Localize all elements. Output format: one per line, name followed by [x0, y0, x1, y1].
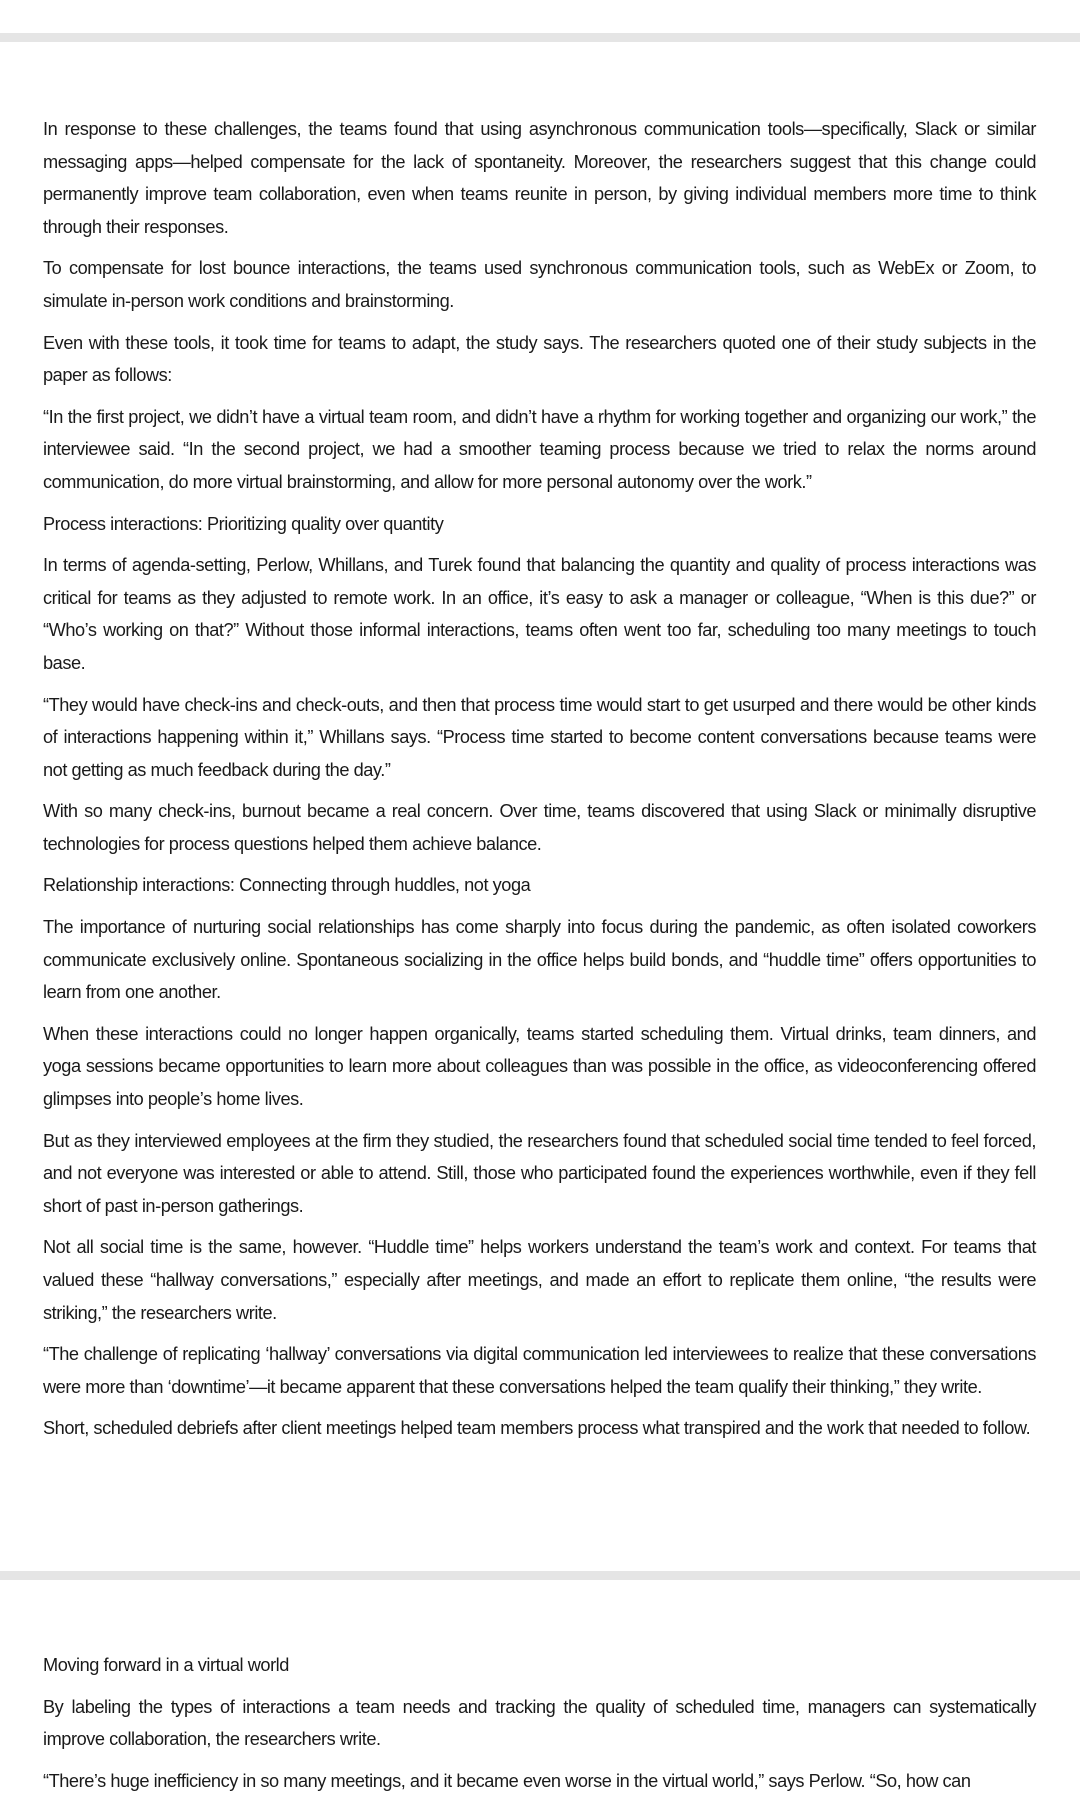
article-quote: “There’s huge inefficiency in so many meetings, and it became even worse in the virtual world,” says Perlow. “So, how can	[43, 1770, 971, 1791]
section-divider-middle	[0, 1571, 1080, 1580]
article-section-1	[43, 113, 1036, 1454]
article-paragraph: With so many check-ins, burnout became a real concern. Over time, teams discovered that using Slack or minimally disruptive technologies for process questions helped them achieve balance.	[43, 801, 1036, 854]
section-heading-moving-forward: Moving forward in a virtual world	[43, 1655, 289, 1675]
article-quote: “The challenge of replicating ‘hallway’ conversations via digital communication led interviewees to realize that these conversations were more than ‘downtime’—it became apparent that these conversations helped the team qualify their thinking,” they write.	[43, 1344, 1036, 1397]
article-paragraph: The importance of nurturing social relationships has come sharply into focus during the pandemic, as often isolated coworkers communicate exclusively online. Spontaneous socializing in the office helps build bonds, and “huddle time” offers opportunities to learn from one another.	[43, 917, 1036, 1003]
section-heading-relationship: Relationship interactions: Connecting through huddles, not yoga	[43, 875, 531, 896]
article-paragraph: In response to these challenges, the teams found that using asynchronous communication tools—specifically, Slack or similar messaging apps—helped compensate for the lack of spontaneity. Moreover, the researchers suggest that this change could permanently improve team collaboration, even when teams reunite in person, by giving individual members more time to think through their responses.	[43, 119, 1036, 237]
article-paragraph: In terms of agenda-setting, Perlow, Whillans, and Turek found that balancing the quantity and quality of process interactions was critical for teams as they adjusted to remote work. In an office, it’s easy to ask a manager or colleague, “When is this due?” or “Who’s working on that?” Without those informal interactions, teams often went too far, scheduling too many meetings to touch base.	[43, 555, 1036, 673]
article-paragraph: When these interactions could no longer happen organically, teams started scheduling them. Virtual drinks, team dinners, and yoga sessions became opportunities to learn more about colleagues than was possible in the office, as videoconferencing offered glimpses into people’s home lives.	[43, 1023, 1036, 1110]
section-divider-top	[0, 33, 1080, 42]
article-section-2	[43, 1649, 1036, 1806]
article-paragraph: By labeling the types of interactions a team needs and tracking the quality of scheduled time, managers can systematically improve collaboration, the researchers write.	[43, 1696, 1036, 1750]
section-heading-process: Process interactions: Prioritizing quality over quantity	[43, 513, 444, 534]
article-paragraph: Even with these tools, it took time for teams to adapt, the study says. The researchers quoted one of their study subjects in the paper as follows:	[43, 332, 1036, 386]
article-paragraph: Not all social time is the same, however. “Huddle time” helps workers understand the team’s work and context. For teams that valued these “hallway conversations,” especially after meetings, and made an effort to replicate them online, “the results were striking,” the researchers write.	[43, 1237, 1036, 1323]
article-paragraph: Short, scheduled debriefs after client meetings helped team members process what transpired and the work that needed to follow.	[43, 1418, 1031, 1439]
article-paragraph: To compensate for lost bounce interactions, the teams used synchronous communication tools, such as WebEx or Zoom, to simulate in-person work conditions and brainstorming.	[43, 258, 1036, 311]
article-paragraph: But as they interviewed employees at the firm they studied, the researchers found that scheduled social time tended to feel forced, and not everyone was interested or able to attend. Still, those who participated found the experiences worthwhile, even if they fell short of past in-person gatherings.	[43, 1130, 1036, 1216]
article-quote: “They would have check-ins and check-outs, and then that process time would start to get usurped and there would be other kinds of interactions happening within it,” Whillans says. “Process time started to become content conversations because teams were not getting as much feedback during the day.”	[43, 694, 1036, 780]
article-quote: “In the first project, we didn’t have a virtual team room, and didn’t have a rhythm for working together and organizing our work,” the interviewee said. “In the second project, we had a smoother teaming process because we tried to relax the norms around communication, do more virtual brainstorming, and allow for more personal autonomy over the work.”	[43, 406, 1036, 492]
